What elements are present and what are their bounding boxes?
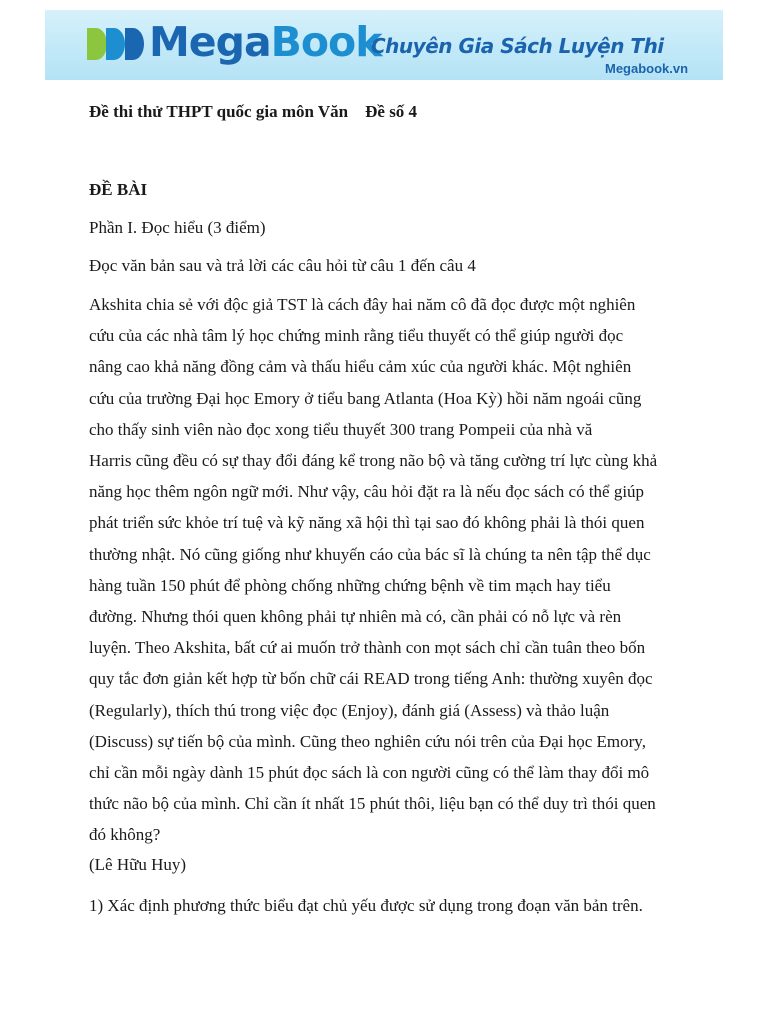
question-1: 1) Xác định phương thức biểu đạt chủ yếu được sử dụng trong đoạn văn bản trên.	[89, 895, 643, 915]
megabook-banner	[45, 10, 723, 80]
part-heading: Phần I. Đọc hiểu (3 điểm)	[89, 218, 266, 237]
logo-mega-text: Mega	[149, 18, 271, 66]
section-heading: ĐỀ BÀI	[89, 180, 148, 199]
passage-line: đường. Nhưng thói quen không phải tự nhiên mà có, cần phải có nỗ lực và rèn	[89, 607, 622, 627]
passage-line: luyện. Theo Akshita, bất cứ ai muốn trở thành con mọt sách chỉ cần tuân theo bốn	[89, 638, 646, 658]
passage-line: đó không?	[89, 825, 161, 845]
passage-line: Akshita chia sẻ với độc giả TST là cách đây hai năm cô đã đọc được một nghiên	[89, 295, 636, 314]
logo-bar-blue-2	[125, 28, 144, 60]
logo-bar-blue-1	[106, 28, 125, 60]
passage-line: cứu của các nhà tâm lý học chứng minh rằng tiểu thuyết có thể giúp người đọc	[89, 326, 624, 346]
document-body	[89, 97, 689, 921]
passage-line: cứu của trường Đại học Emory ở tiểu bang Atlanta (Hoa Kỳ) hồi năm ngoái cũng	[89, 388, 642, 408]
passage-line: (Regularly), thích thú trong việc đọc (Enjoy), đánh giá (Assess) và thảo luận	[89, 700, 610, 720]
passage-line: (Discuss) sự tiến bộ của mình. Cũng theo nghiên cứu nói trên của Đại học Emory,	[89, 731, 646, 751]
passage-line: Harris cũng đều có sự thay đổi đáng kể trong não bộ và tăng cường trí lực cùng khả	[89, 451, 658, 471]
megabook-logo-icon	[86, 26, 150, 62]
passage-line: thường nhật. Nó cũng giống như khuyến cáo của bác sĩ là chúng ta nên tập thể dục	[89, 544, 651, 564]
passage-line: năng học thêm ngôn ngữ mới. Như vậy, câu hỏi đặt ra là nếu đọc sách có thể giúp	[89, 482, 645, 502]
site-link[interactable]: Megabook.vn	[605, 61, 689, 76]
passage-line: phát triển sức khỏe trí tuệ và kỹ năng xã hội thì tại sao đó không phải là thói quen	[89, 513, 645, 533]
passage-line: chỉ cần mỗi ngày dành 15 phút đọc sách là con người cũng có thể làm thay đổi mô	[89, 763, 650, 783]
passage-line: nâng cao khả năng đồng cảm và thấu hiểu cảm xúc của người khác. Một nghiên	[89, 357, 632, 377]
passage-author: (Lê Hữu Huy)	[89, 854, 187, 874]
instruction-text: Đọc văn bản sau và trả lời các câu hỏi từ câu 1 đến câu 4	[89, 256, 476, 275]
passage-line: quy tắc đơn giản kết hợp từ bốn chữ cái READ trong tiếng Anh: thường xuyên đọc	[89, 669, 653, 689]
logo-book-text: Book	[270, 18, 382, 66]
tagline: Chuyên Gia Sách Luyện Thi	[371, 34, 664, 58]
document-title: Đề thi thử THPT quốc gia môn Văn Đề số 4	[89, 102, 418, 121]
logo-wordmark	[149, 16, 381, 68]
reading-passage	[89, 289, 689, 851]
passage-line: thức não bộ của mình. Chỉ cần ít nhất 15 phút thôi, liệu bạn có thể duy trì thói quen	[89, 794, 656, 814]
passage-line: cho thấy sinh viên nào đọc xong tiểu thuyết 300 trang Pompeii của nhà vă	[89, 419, 593, 439]
passage-line: hàng tuần 150 phút để phòng chống những chứng bệnh về tim mạch hay tiểu	[89, 575, 611, 595]
logo-bar-green	[87, 28, 107, 60]
